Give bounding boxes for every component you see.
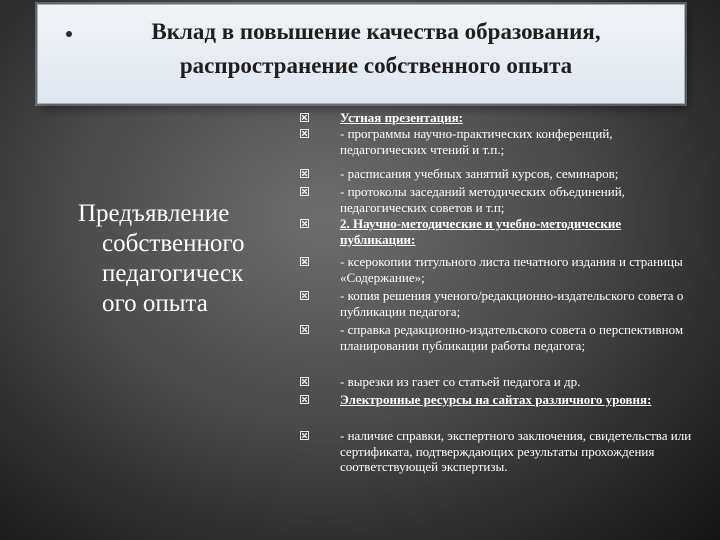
title-box: [37, 4, 685, 104]
checkbox-bullet-icon: [300, 395, 309, 404]
checkbox-bullet-icon: [300, 219, 309, 228]
list-item-text: Электронные ресурсы на сайтах различного уровня:: [340, 392, 652, 407]
list-item-text: Устная презентация:: [340, 110, 463, 125]
left-heading-line: Предъявление: [78, 200, 230, 227]
checkbox-bullet-icon: [300, 325, 309, 334]
list-item-text: - наличие справки, экспертного заключения, свидетельства или сертификата, подтверждающих результаты прохождения соответствующей экспертизы.: [340, 428, 692, 474]
left-heading: [78, 199, 288, 319]
list-item-text: - расписания учебных занятий курсов, семинаров;: [340, 166, 619, 181]
list-item-text: - вырезки из газет со статьей педагога и др.: [340, 374, 581, 389]
list-item-text: - протоколы заседаний методических объединений, педагогических советов и т.п;: [340, 184, 625, 215]
checkbox-bullet-icon: [300, 291, 309, 300]
list-item-text: - справка редакционно-издательского совета о перспективном планировании публикации работы педагога;: [340, 322, 684, 353]
checkbox-bullet-icon: [300, 377, 309, 386]
title-line: распространение собственного опыта: [179, 53, 573, 78]
slide-title: [78, 15, 674, 83]
left-heading-line: педагогическ: [102, 260, 244, 287]
checkbox-bullet-icon: [300, 187, 309, 196]
left-heading-line: собственного: [102, 230, 245, 257]
checkbox-bullet-icon: [300, 129, 309, 138]
list-item-text: - программы научно-практических конференций, педагогических чтений и т.п.;: [340, 126, 613, 157]
title-bullet-icon: [66, 31, 72, 37]
checkbox-bullet-icon: [300, 431, 309, 440]
list-item-text: - ксерокопии титульного листа печатного издания и страницы «Содержание»;: [340, 254, 683, 285]
list-item-text: 2. Научно-методические и учебно-методические публикации:: [340, 216, 622, 247]
checkbox-bullet-icon: [300, 113, 309, 122]
title-line: Вклад в повышение качества образования,: [151, 19, 601, 44]
left-heading-line: ого опыта: [102, 290, 208, 317]
checkbox-bullet-icon: [300, 257, 309, 266]
list-item-text: - копия решения ученого/редакционно-издательского совета о публикации педагога;: [340, 288, 684, 319]
checkbox-bullet-icon: [300, 169, 309, 178]
